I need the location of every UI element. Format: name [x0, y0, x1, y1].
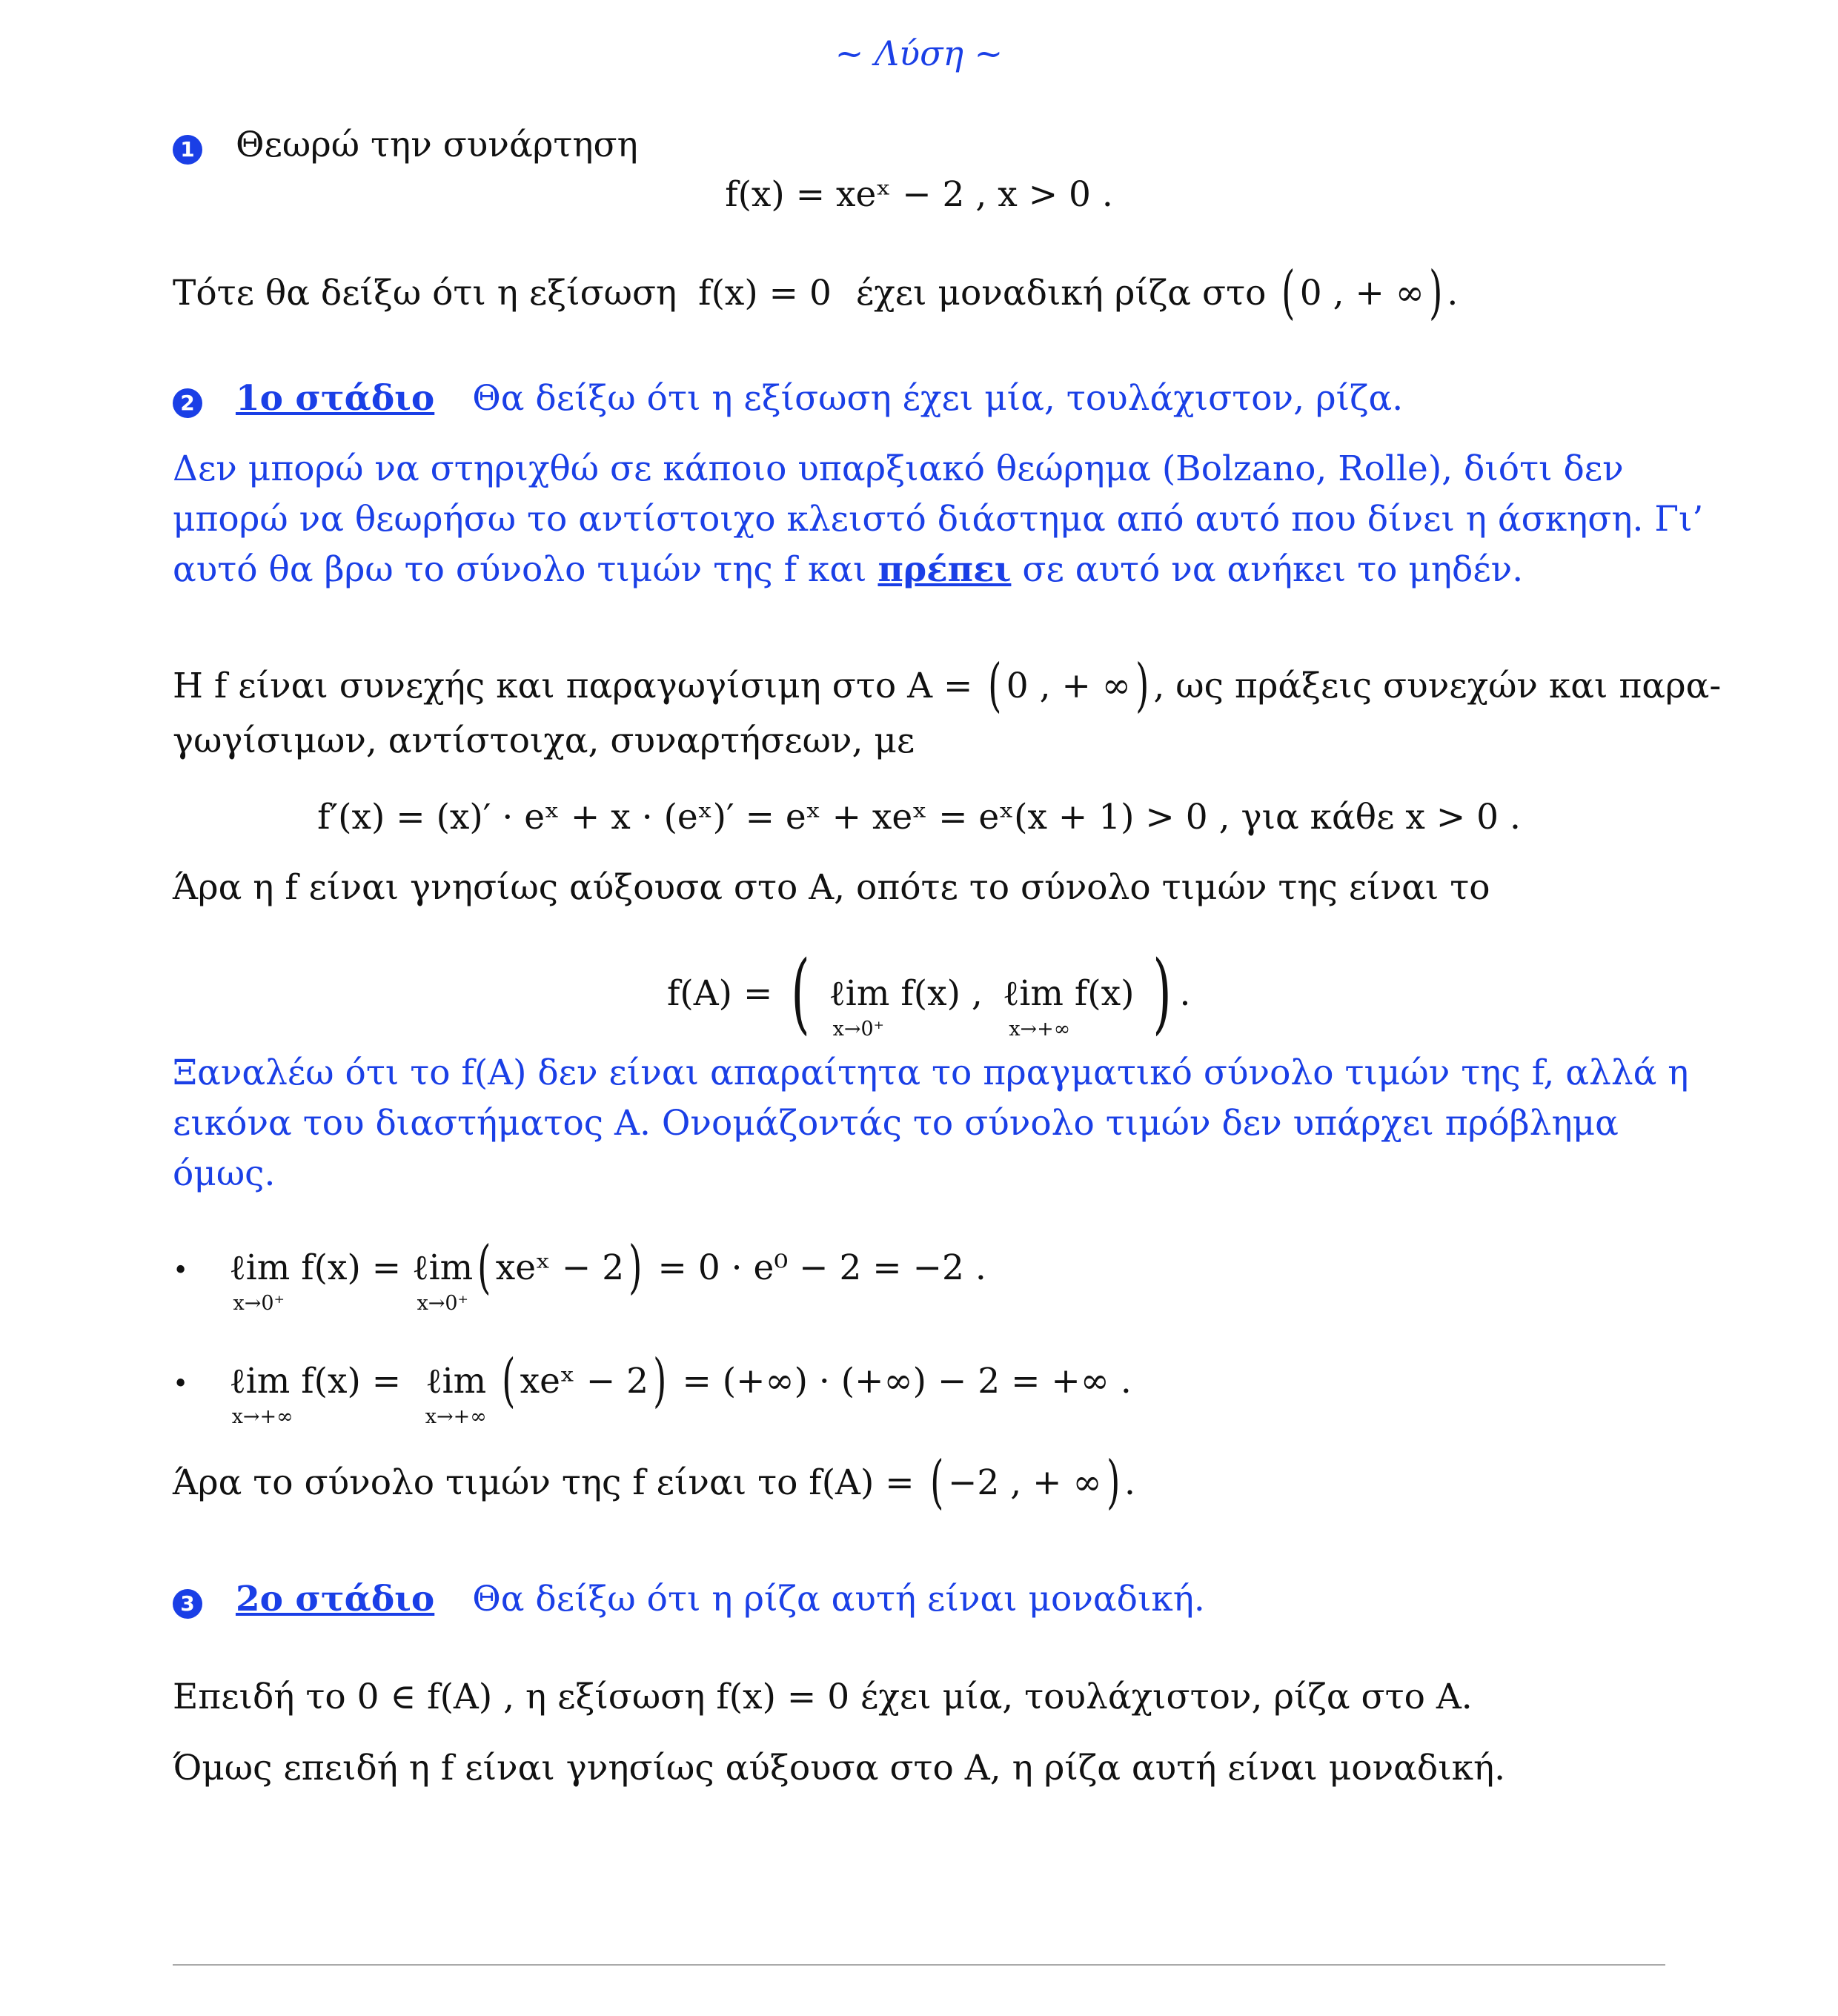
bullet: •: [173, 1369, 189, 1399]
note2-line-3: όμως.: [173, 1153, 276, 1194]
lim-subscript: x→+∞: [1009, 1018, 1071, 1041]
lim-fx: f(x): [301, 1361, 361, 1402]
open-paren: (: [502, 1347, 516, 1414]
lim-word: ℓim: [412, 1247, 474, 1288]
close-paren: ): [628, 1234, 643, 1301]
range-formula: f(A) = ( ℓim f(x) x→0⁺ , ℓim f(x) x→+∞ ) .: [667, 941, 1191, 1044]
limit-at-zero: [412, 1247, 474, 1315]
lim-fx: f(x): [1074, 973, 1135, 1014]
limit-at-infinity: [1002, 973, 1135, 1041]
bullet: •: [173, 1256, 189, 1286]
note2-line-2: εικόνα του διαστήματος A. Ονομάζοντάς το σύνολο τιμών δεν υπάρχει πρόβλημα: [173, 1103, 1619, 1144]
close-paren: ): [1152, 941, 1172, 1044]
range-pre: Άρα το σύνολο τιμών της f είναι το f(A) =: [173, 1462, 915, 1503]
lim-fx: f(x): [900, 973, 961, 1014]
open-paren: (: [1281, 259, 1295, 326]
lim-word: ℓim: [229, 1361, 291, 1402]
step3-line-1: Επειδή το 0 ∈ f(A) , η εξίσωση f(x) = 0 έχει μία, τουλάχιστον, ρίζα στο A.: [173, 1677, 1473, 1717]
note-emphasis: πρέπει: [877, 549, 1012, 590]
stage1-text: Θα δείξω ότι η εξίσωση έχει μία, τουλάχιστον, ρίζα.: [472, 378, 1404, 419]
step3-header: [173, 1579, 1205, 1619]
continuity-line-2: γωγίσιμων, αντίστοιχα, συναρτήσεων, με: [173, 720, 915, 761]
limit-at-infinity: [229, 1361, 361, 1428]
page-title: ~ Λύση ~: [835, 33, 1003, 73]
note-line-3: [173, 549, 1523, 590]
open-paren: (: [988, 652, 1002, 719]
step1-number-badge: 1: [173, 135, 202, 165]
stage1-label: 1ο στάδιο: [235, 378, 435, 419]
lim-word: ℓim: [829, 973, 890, 1014]
step1-intro: Θεωρώ την συνάρτηση: [235, 125, 638, 165]
monotonic-line: Άρα η f είναι γνησίως αύξουσα στο A, οπότε το σύνολο τιμών της είναι το: [173, 867, 1490, 908]
limit-at-zero: [829, 973, 961, 1041]
continuity-interval: 0 , + ∞: [1006, 666, 1131, 706]
stage2-text: Θα δείξω ότι η ρίζα αυτή είναι μοναδική.: [472, 1579, 1205, 1619]
lim-word: ℓim: [425, 1361, 487, 1402]
continuity-line: [173, 652, 1721, 719]
goal-interval: 0 , + ∞: [1299, 273, 1424, 314]
b1-result: = 0 · e⁰ − 2 = −2 .: [657, 1247, 986, 1288]
range-conclusion: Άρα το σύνολο τιμών της f είναι το f(A) = ( −2 , + ∞) .: [173, 1449, 1135, 1516]
close-paren: ): [653, 1347, 667, 1414]
lim-subscript: x→+∞: [231, 1405, 293, 1428]
open-paren: (: [929, 1449, 943, 1516]
open-paren: (: [791, 941, 810, 1044]
stage2-label: 2ο στάδιο: [235, 1579, 435, 1619]
limit-at-infinity: [425, 1361, 487, 1428]
close-paren: ): [1135, 652, 1149, 719]
close-paren: ): [1429, 259, 1443, 326]
lim-subscript: x→0⁺: [832, 1018, 884, 1041]
note-line-2: μπορώ να θεωρήσω το αντίστοιχο κλειστό διάστημα από αυτό που δίνει η άσκηση. Γι’: [173, 499, 1704, 540]
continuity-pre: Η f είναι συνεχής και παραγωγίσιμη στο A =: [173, 666, 973, 706]
lim-word: ℓim: [1002, 973, 1064, 1014]
step1-goal: Τότε θα δείξω ότι η εξίσωση f(x) = 0 έχει μοναδική ρίζα στο ( 0 , + ∞) .: [173, 259, 1459, 326]
goal-equation: f(x) = 0: [698, 273, 832, 314]
range-interval: −2 , + ∞: [948, 1462, 1102, 1503]
lim-subscript: x→0⁺: [233, 1292, 285, 1315]
step3-number-badge: 3: [173, 1589, 202, 1619]
goal-mid: έχει μοναδική ρίζα στο: [855, 273, 1267, 314]
note-line-3-post: σε αυτό να ανήκει το μηδέν.: [1022, 549, 1524, 590]
b2-expression: xeˣ − 2: [520, 1361, 649, 1402]
lim-word: ℓim: [229, 1247, 291, 1288]
limit-bullet-2: • ℓim f(x) x→+∞ = ℓim x→+∞ ( xeˣ − 2) = (+∞) · (+∞) − 2 = +∞ .: [173, 1347, 1132, 1428]
limit-at-zero: [229, 1247, 361, 1315]
derivative-equation: f′(x) = (x)′ · eˣ + x · (eˣ)′ = eˣ + xeˣ = eˣ(x + 1) > 0 , για κάθε x > 0 .: [317, 797, 1521, 838]
note2-line-1: Ξαναλέω ότι το f(A) δεν είναι απαραίτητα το πραγματικό σύνολο τιμών της f, αλλά η: [173, 1052, 1689, 1093]
note-line-1: Δεν μπορώ να στηριχθώ σε κάποιο υπαρξιακό θεώρημα (Bolzano, Rolle), διότι δεν: [173, 448, 1624, 489]
function-definition: f(x) = xeˣ − 2 , x > 0 .: [725, 174, 1113, 215]
b1-expression: xeˣ − 2: [495, 1247, 625, 1288]
close-paren: ): [1106, 1449, 1120, 1516]
step2-number-badge: 2: [173, 388, 202, 418]
b2-result: = (+∞) · (+∞) − 2 = +∞ .: [682, 1361, 1132, 1402]
step3-line-2: Όμως επειδή η f είναι γνησίως αύξουσα στο A, η ρίζα αυτή είναι μοναδική.: [173, 1748, 1506, 1788]
footer-divider: [173, 1964, 1665, 1966]
lim-subscript: x→0⁺: [417, 1292, 468, 1315]
continuity-post: , ως πράξεις συνεχών και παρα-: [1153, 666, 1722, 706]
lim-subscript: x→+∞: [425, 1405, 487, 1428]
lim-fx: f(x): [301, 1247, 361, 1288]
range-lhs: f(A) =: [667, 973, 773, 1014]
step2-header: [173, 378, 1403, 419]
note-line-3-pre: αυτό θα βρω το σύνολο τιμών της f και: [173, 549, 867, 590]
goal-pre: Τότε θα δείξω ότι η εξίσωση: [173, 273, 677, 314]
limit-bullet-1: • ℓim f(x) x→0⁺ = ℓim x→0⁺ ( xeˣ − 2) = 0 · e⁰ − 2 = −2 .: [173, 1234, 986, 1315]
step1-intro-line: [173, 125, 638, 165]
open-paren: (: [477, 1234, 491, 1301]
